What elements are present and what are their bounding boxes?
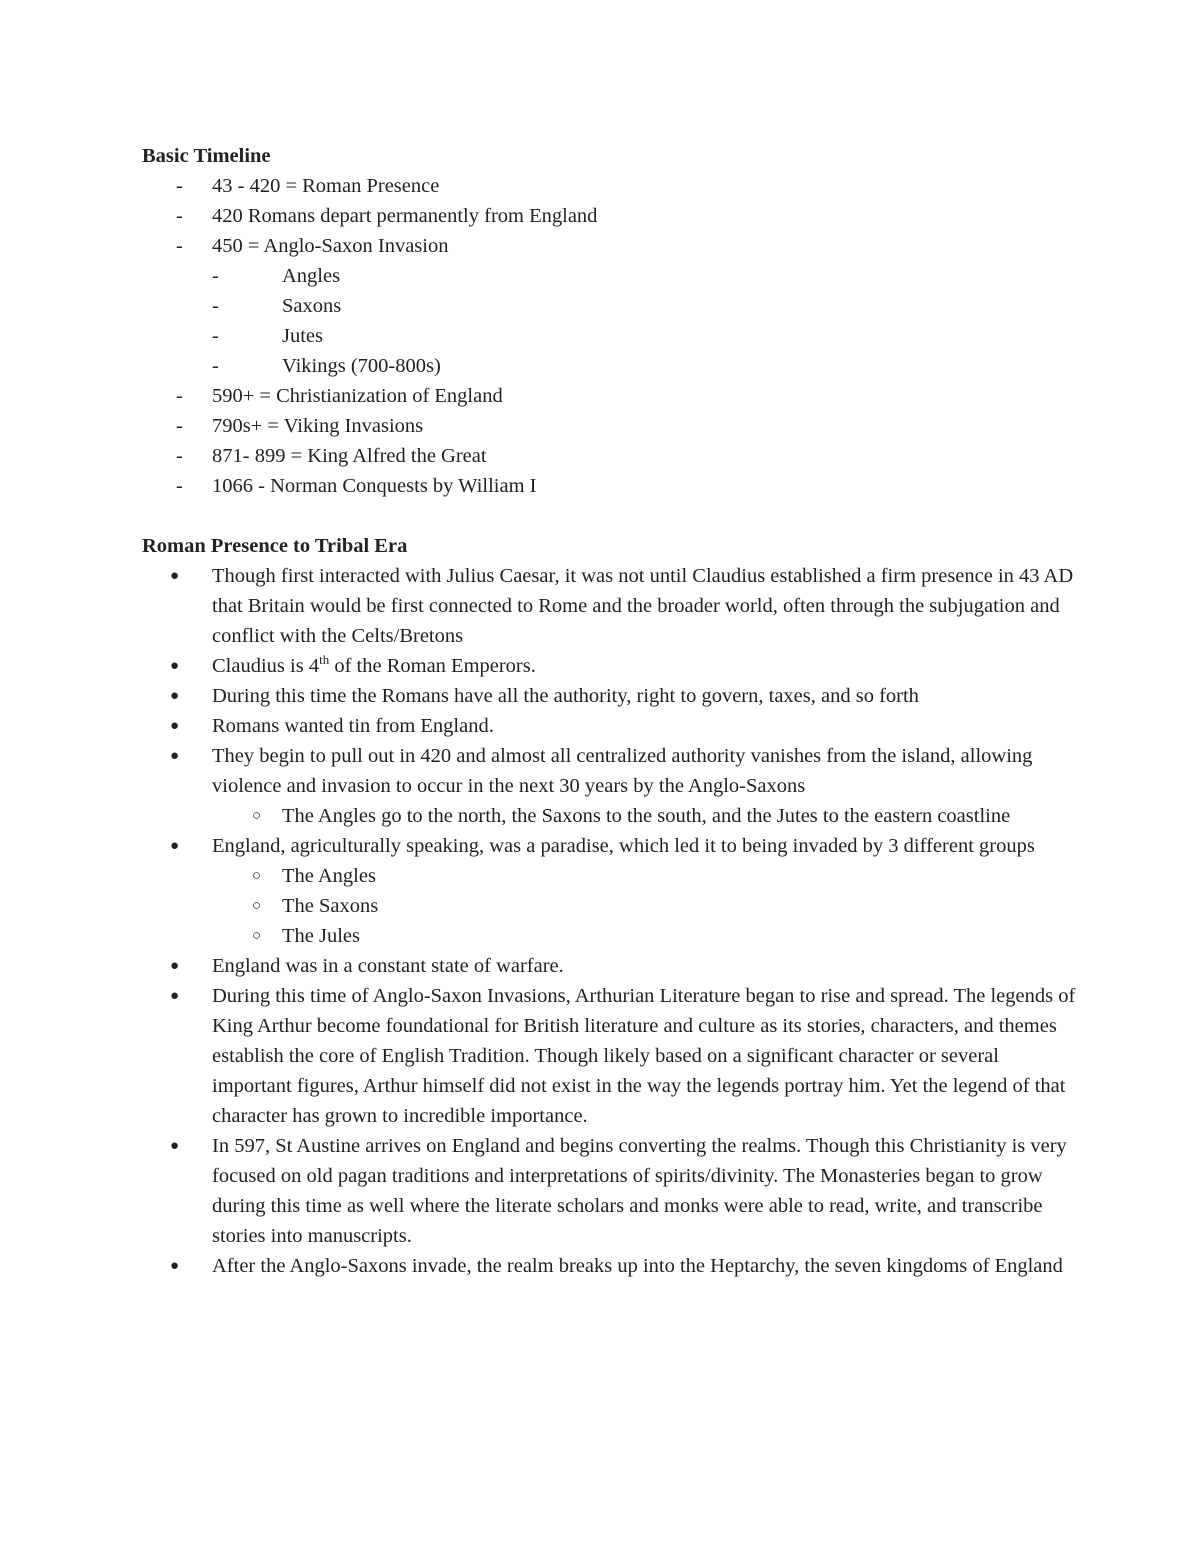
list-item: - 790s+ = Viking Invasions	[176, 415, 424, 437]
list-item: - Jutes	[212, 325, 323, 347]
list-item: ○ The Saxons	[252, 895, 379, 917]
section-heading: Basic Timeline	[142, 145, 271, 167]
list-item: ● England, agriculturally speaking, was a paradise, which led it to being invaded by 3 different groups ○ The Angles ○ The Saxons ○ The Jules	[142, 831, 1082, 951]
basic-timeline-section	[142, 141, 1082, 501]
list-item: - 43 - 420 = Roman Presence	[176, 175, 440, 197]
list-item: ○ The Angles go to the north, the Saxons to the south, and the Jutes to the eastern coastline	[252, 805, 1011, 827]
list-item: ● During this time of Anglo-Saxon Invasions, Arthurian Literature began to rise and spread. The legends of King Arthur become foundational for British literature and culture as its stories, characters, and themes establish the core of English Tradition. Though likely based on a significant character or several important figures, Arthur himself did not exist in the way the legends portray him. Yet the legend of that character has grown to incredible importance.	[170, 985, 1076, 1127]
list-item: - 420 Romans depart permanently from England	[176, 205, 598, 227]
sublist	[212, 861, 1082, 951]
list-item: - Vikings (700-800s)	[212, 355, 441, 377]
sublist	[212, 801, 1082, 831]
list-item: ● Claudius is 4th of the Roman Emperors.	[170, 652, 536, 677]
list-item: ○ The Angles	[252, 865, 376, 887]
list-item: ● They begin to pull out in 420 and almost all centralized authority vanishes from the island, allowing violence and invasion to occur in the next 30 years by the Anglo-Saxons ○ The Angles go to the north, the Saxons to the south, and the Jutes to the eastern coastline	[142, 741, 1082, 831]
list-item: - 590+ = Christianization of England	[176, 385, 503, 407]
list-item: ● Romans wanted tin from England.	[170, 715, 494, 737]
list-item: ● Though first interacted with Julius Caesar, it was not until Claudius established a firm presence in 43 AD that Britain would be first connected to Rome and the broader world, often through the subjugation and conflict with the Celts/Bretons	[170, 565, 1074, 647]
list-item: ○ The Jules	[252, 925, 360, 947]
list-item: ● After the Anglo-Saxons invade, the realm breaks up into the Heptarchy, the seven kingdoms of England	[170, 1255, 1063, 1277]
section-heading: Roman Presence to Tribal Era	[142, 535, 408, 557]
invasion-sublist	[212, 261, 1082, 381]
list-item: - Angles	[212, 265, 341, 287]
roman-presence-section	[142, 531, 1082, 1281]
list-item: - 1066 - Norman Conquests by William I	[176, 475, 537, 497]
list-item: - 450 = Anglo-Saxon Invasion - Angles - Saxons - Jutes - Vikings (700-800s)	[142, 231, 1082, 381]
list-item: ● During this time the Romans have all the authority, right to govern, taxes, and so forth	[170, 685, 919, 707]
timeline-list	[142, 171, 1082, 501]
roman-bullet-list	[142, 561, 1082, 1281]
list-item: - 871- 899 = King Alfred the Great	[176, 445, 487, 467]
list-item: ● England was in a constant state of warfare.	[170, 955, 564, 977]
list-item: - Saxons	[212, 295, 342, 317]
list-item: ● In 597, St Austine arrives on England and begins converting the realms. Though this Christianity is very focused on old pagan traditions and interpretations of spirits/divinity. The Monasteries began to grow during this time as well where the literate scholars and monks were able to read, write, and transcribe stories into manuscripts.	[170, 1135, 1067, 1247]
